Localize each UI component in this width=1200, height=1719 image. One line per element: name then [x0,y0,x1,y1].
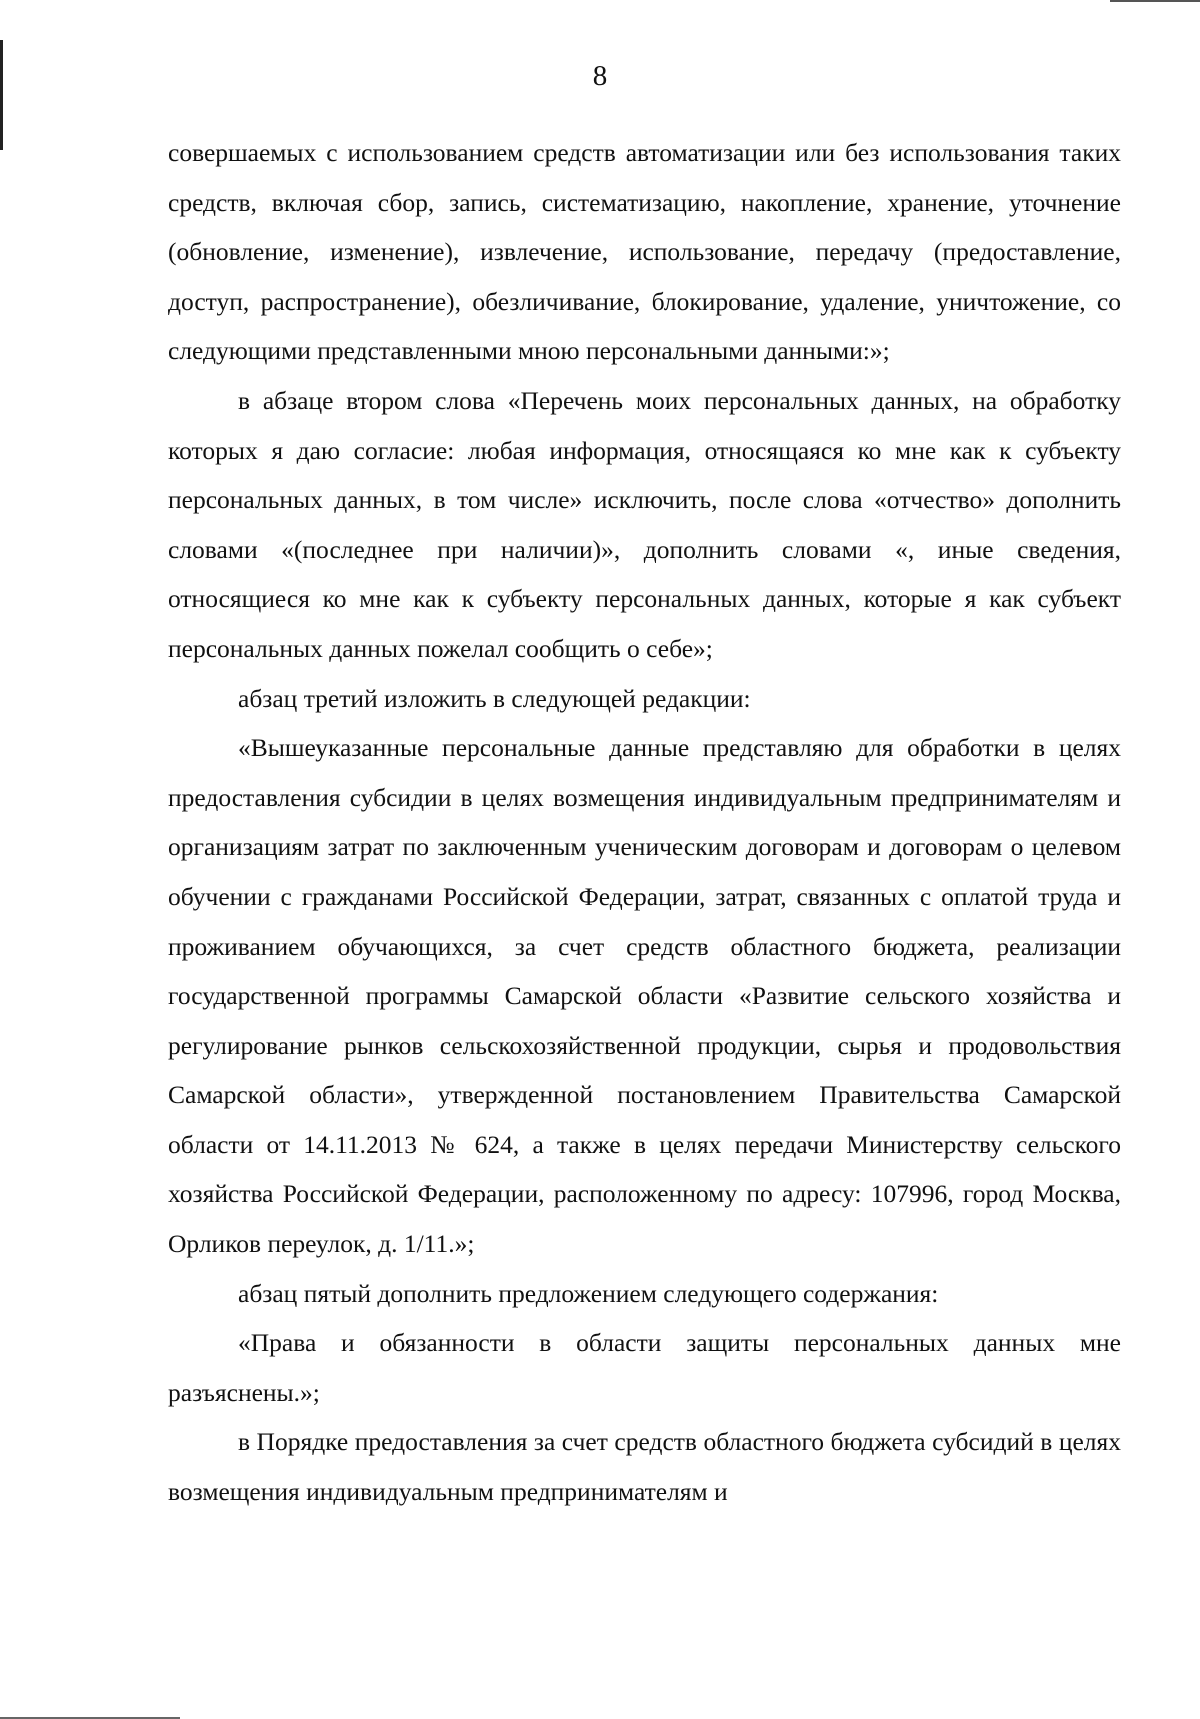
paragraph: абзац пятый дополнить предложением следующего содержания: [238,1278,939,1308]
page-number: 8 [592,60,608,92]
paragraph-continuation: совершаемых с использованием средств автоматизации или без использования таких средств, включая сбор, запись, систематизацию, накопление, хранение, уточнение (обновление, изменение), извлечение, использование, передачу (предоставление, доступ, распространение), обезличивание, блокирование, удаление, уничтожение, со следующими представленными мною персональными данными:»; [168,138,1121,366]
document-body [168,128,1121,1517]
paragraph: «Права и обязанности в области защиты персональных данных мне разъяснены.»; [168,1328,1121,1407]
paragraph: в абзаце втором слова «Перечень моих персональных данных, на обработку которых я даю согласие: любая информация, относящаяся ко мне как к субъекту персональных данных, в том числе» исключить, после слова «отчество» дополнить словами «(последнее при наличии)», дополнить словами «, иные сведения, относящиеся ко мне как к субъекту персональных данных, которые я как субъект персональных данных пожелал сообщить о себе»; [168,385,1121,663]
paragraph: абзац третий изложить в следующей редакции: [238,683,751,713]
paragraph: в Порядке предоставления за счет средств областного бюджета субсидий в целях возмещения индивидуальным предпринимателям и [168,1427,1121,1507]
paragraph: «Вышеуказанные персональные данные представляю для обработки в целях предоставления субсидии в целях возмещения индивидуальным предпринимателям и организациям затрат по заключенным ученическим договорам и договорам о целевом обучении с гражданами Российской Федерации, затрат, связанных с оплатой труда и проживанием обучающихся, за счет средств областного бюджета, реализации государственной программы Самарской области «Развитие сельского хозяйства и регулирование рынков сельскохозяйственной продукции, сырья и продовольствия Самарской области», утвержденной постановлением Правительства Самарской области от 14.11.2013 № 624, а также в целях передачи Министерству сельского хозяйства Российской Федерации, расположенному по адресу: 107996, город Москва, Орликов переулок, д. 1/11.»; [168,733,1121,1259]
scan-edge-top [1110,0,1200,2]
scan-edge-left [0,40,3,150]
